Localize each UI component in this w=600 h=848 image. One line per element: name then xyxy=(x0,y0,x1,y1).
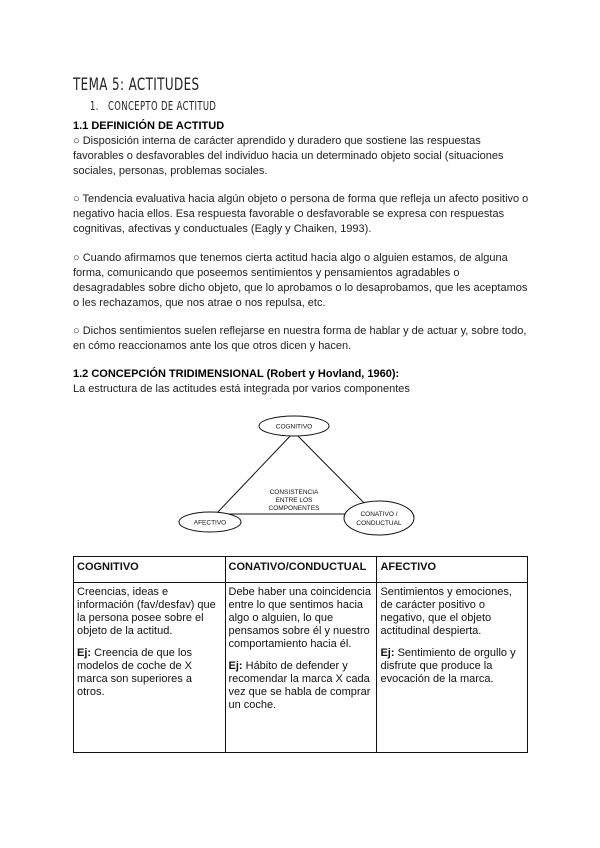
header-conativo: CONATIVO/CONDUCTUAL xyxy=(225,557,377,583)
cell-afectivo xyxy=(377,583,528,753)
node-conativo-label-line1: CONATIVO / xyxy=(360,511,398,518)
example-text: Hábito de defender y recomendar la marca X cada vez que se habla de comprar un coche. xyxy=(228,660,371,711)
paragraph: ○ Dichos sentimientos suelen reflejarse en nuestra forma de hablar y de actuar y, sobre todo, en cómo reaccionamos ante los que otros dicen y hacen. xyxy=(73,325,527,352)
paragraph: ○ Disposición interna de carácter aprendido y duradero que sostiene las respuestas favorables o desfavorables del individuo hacia un determinado objeto social (situaciones sociales, personas, problemas sociales. xyxy=(73,135,504,177)
table-header-row xyxy=(74,557,528,583)
section-heading-reference: (Robert y Hovland, 1960): xyxy=(266,368,400,380)
center-label-line3: COMPONENTES xyxy=(268,505,320,512)
tridimensional-diagram xyxy=(170,410,440,540)
cell-description: Sentimientos y emociones, de carácter positivo o negativo, que el objeto actitudinal despierta. xyxy=(380,586,512,637)
node-conativo-shape xyxy=(344,501,414,535)
section-heading-definicion: 1.1 DEFINICIÓN DE ACTITUD xyxy=(73,120,225,132)
section-intro: La estructura de las actitudes está integrada por varios componentes xyxy=(73,383,410,395)
example-label: Ej: xyxy=(228,660,243,672)
example-label: Ej: xyxy=(380,647,395,659)
header-afectivo: AFECTIVO xyxy=(377,557,528,583)
section-heading-tridimensional xyxy=(73,368,399,380)
node-conativo-label-line2: CONDUCTUAL xyxy=(356,520,402,527)
cell-example xyxy=(380,647,524,686)
cell-conativo xyxy=(225,583,377,753)
subtitle-number: 1. xyxy=(90,99,99,113)
header-cognitivo: COGNITIVO xyxy=(74,557,226,583)
example-text: Sentimiento de orgullo y disfrute que produce la evocación de la marca. xyxy=(380,647,516,685)
example-label: Ej: xyxy=(77,647,92,659)
cell-example xyxy=(229,660,374,712)
example-text: Creencia de que los modelos de coche de X marca son superiores a otros. xyxy=(77,647,192,698)
node-afectivo-label: AFECTIVO xyxy=(193,519,227,527)
subtitle: CONCEPTO DE ACTITUD xyxy=(108,99,217,113)
document-title: TEMA 5: ACTITUDES xyxy=(73,75,200,95)
section-heading-text: 1.2 CONCEPCIÓN TRIDIMENSIONAL xyxy=(73,368,264,380)
cell-description: Debe haber una coincidencia entre lo que sentimos hacia algo o alguien, lo que pensamos sobre él y nuestro comportamiento hacia él. xyxy=(228,586,371,650)
cell-cognitivo xyxy=(74,583,226,753)
node-cognitivo-label: COGNITIVO xyxy=(275,423,313,431)
paragraph: ○ Cuando afirmamos que tenemos cierta actitud hacia algo o alguien estamos, de alguna forma, comunicando que poseemos sentimientos y pensamientos agradables o desagradables sobre dicho objeto, que lo aprobamos o lo desaprobamos, que les aceptamos o les rechazamos, que nos atrae o nos repulsa, etc. xyxy=(73,252,528,309)
components-table xyxy=(73,556,528,753)
cell-example xyxy=(77,647,222,699)
cell-description: Creencias, ideas e información (fav/desfav) que la persona posee sobre el objeto de la actitud. xyxy=(77,586,216,637)
paragraph: ○ Tendencia evaluativa hacia algún objeto o persona de forma que refleja un afecto positivo o negativo hacia ellos. Esa respuesta favorable o desfavorable se expresa con respuestas cognitivas, afectivas y conductuales (Eagly y Chaiken, 1993). xyxy=(73,193,529,235)
center-label-line2: ENTRE LOS xyxy=(275,497,313,504)
table-row xyxy=(74,583,528,753)
center-label-line1: CONSISTENCIA xyxy=(269,489,319,496)
